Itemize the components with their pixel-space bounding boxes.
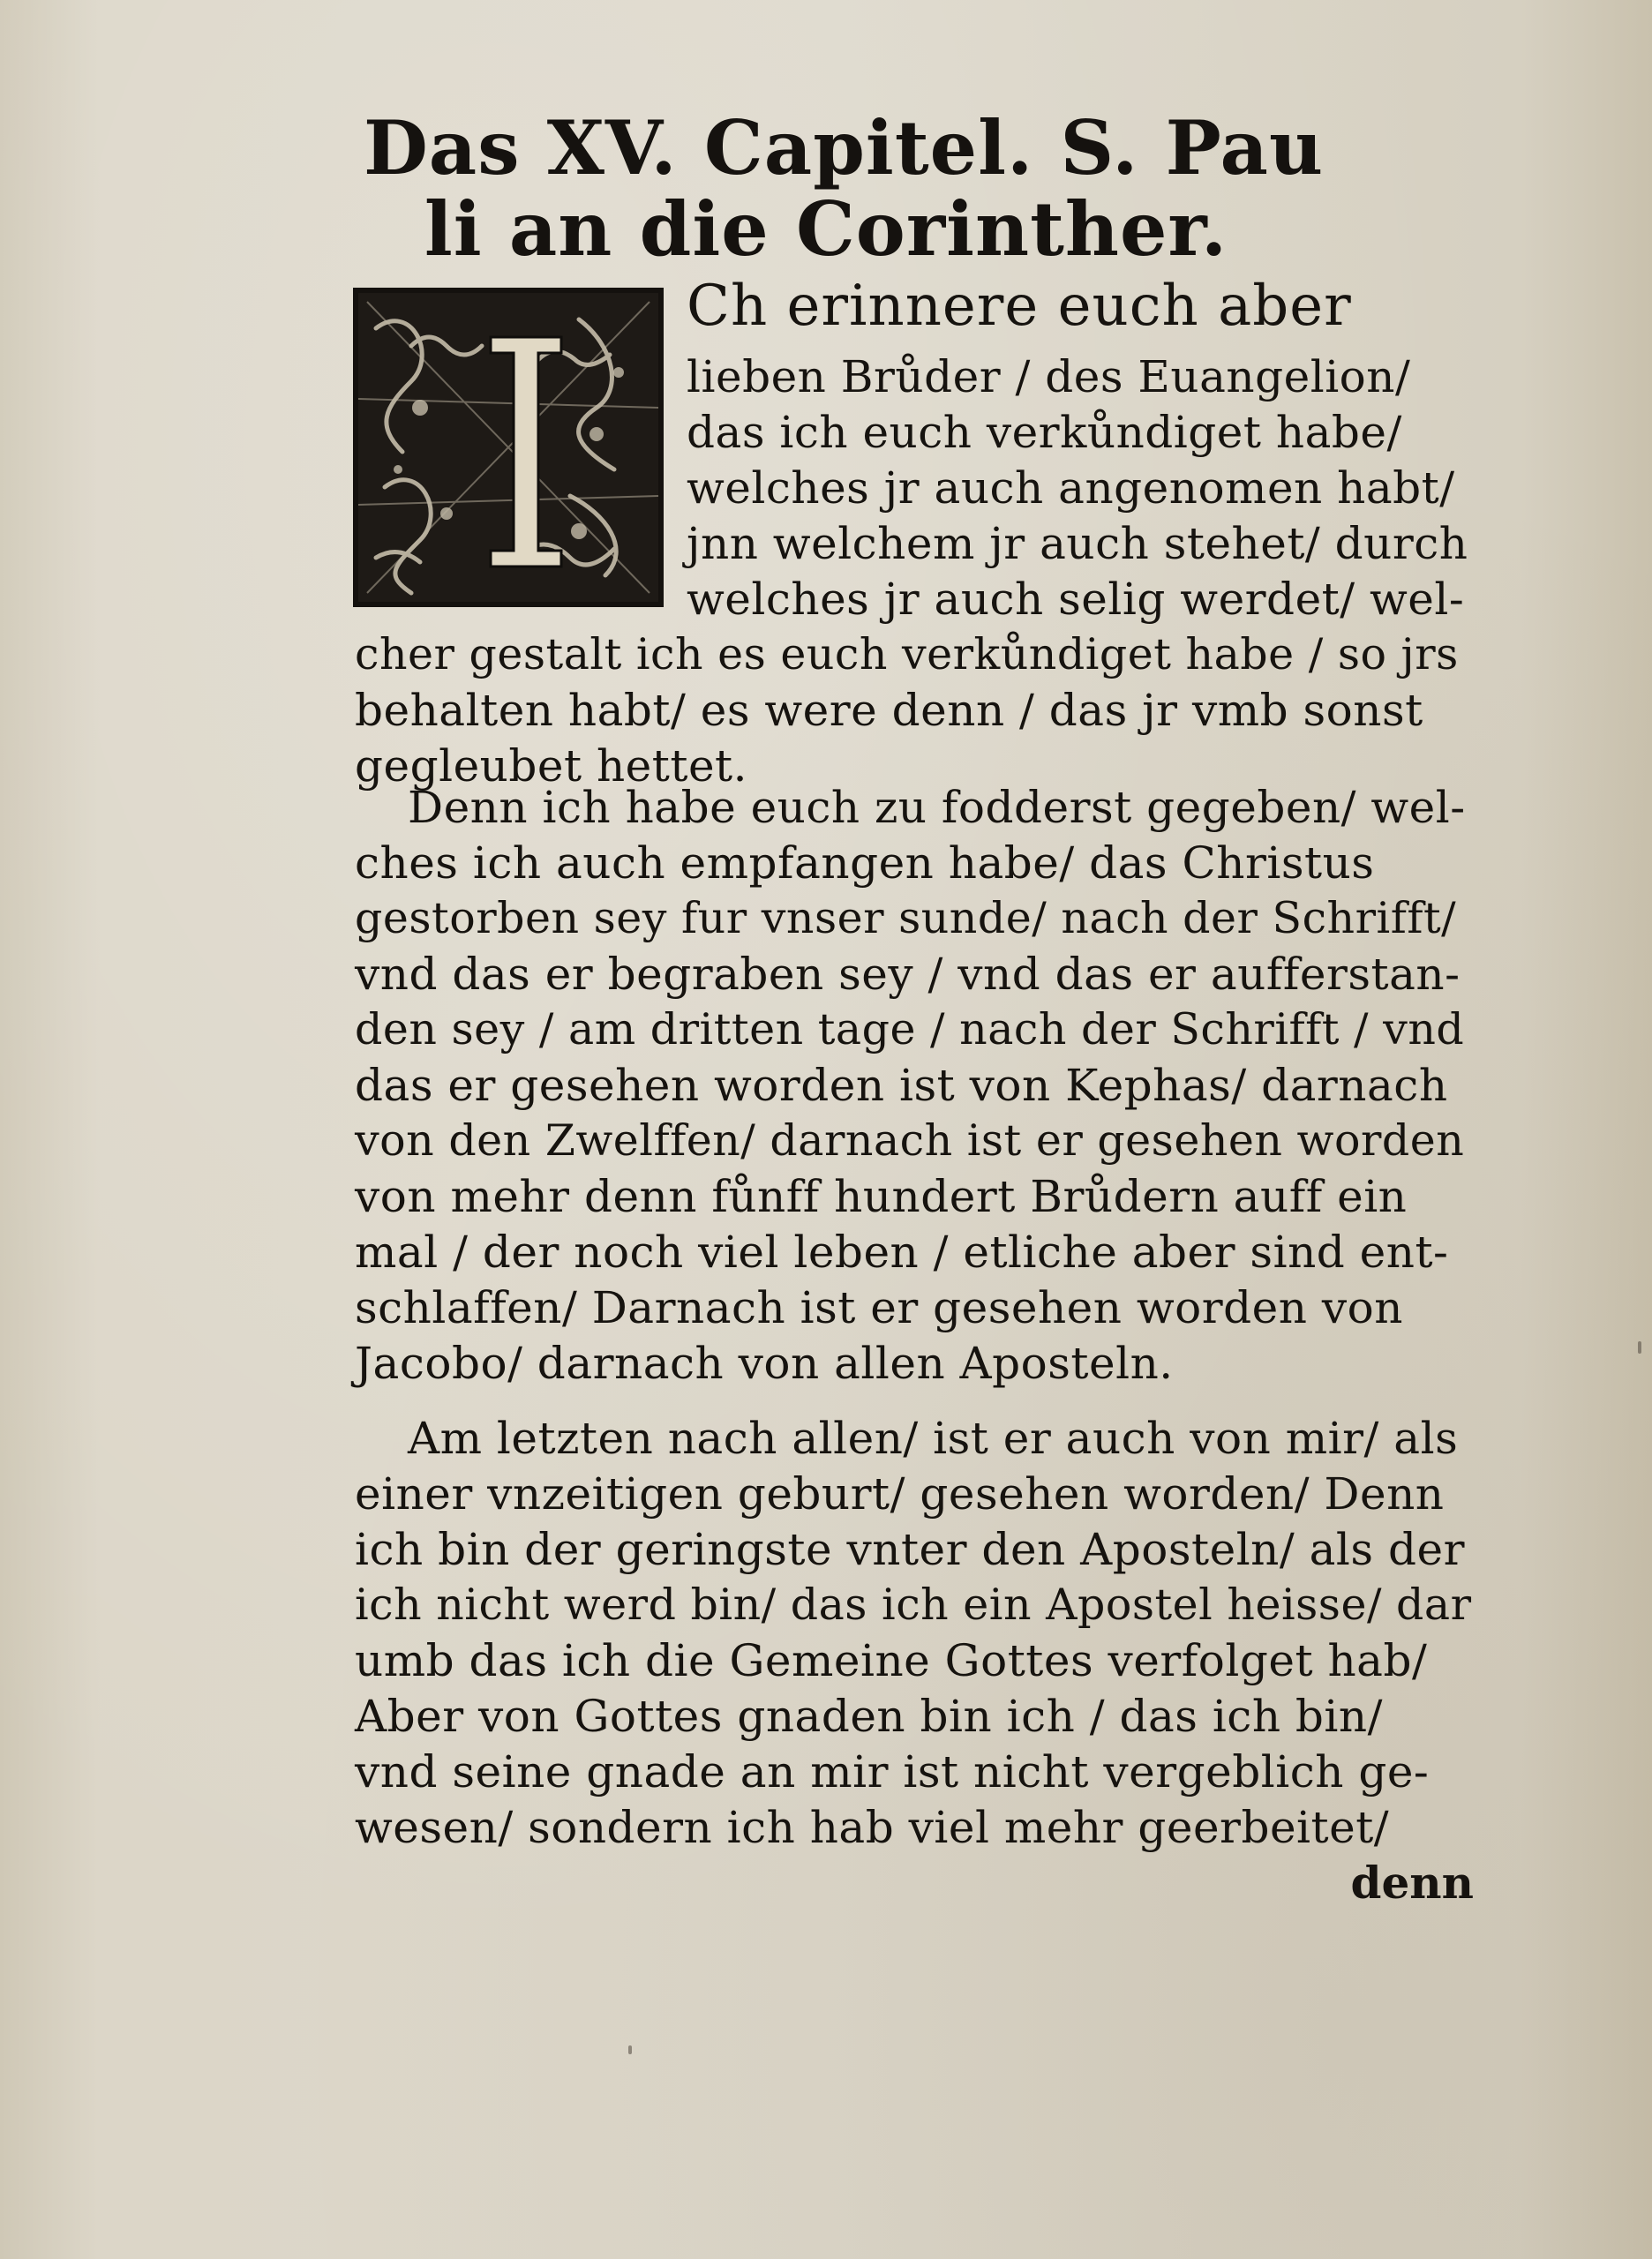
text-line-8: behalten habt/ es were denn / das jr vmb sonst [355,685,1423,736]
text-line-26: Aber von Gottes gnaden bin ich / das ich bin/ [355,1691,1383,1742]
text-line-3: das ich euch verkůndiget habe/ [687,407,1402,458]
paper-speck [628,2045,632,2054]
text-line-27: vnd seine gnade an mir ist nicht vergeblich ge- [355,1746,1430,1797]
text-line-25: umb das ich die Gemeine Gottes verfolget hab/ [355,1635,1428,1686]
chapter-heading-line-2: li an die Corinther. [424,185,1228,273]
text-line-2: lieben Brůder / des Euangelion/ [687,351,1411,402]
text-line-16: von den Zwelffen/ darnach ist er gesehen worden [355,1115,1465,1166]
text-line-10: Denn ich habe euch zu fodderst gegeben/ wel- [408,782,1466,833]
text-line-7: cher gestalt ich es euch verkůndiget habe / so jrs [355,629,1459,679]
text-line-22: einer vnzeitigen geburt/ gesehen worden/ Denn [355,1468,1445,1520]
chapter-heading-line-1: Das XV. Capitel. S. Pau [363,104,1325,191]
text-line-17: von mehr denn fůnff hundert Brůdern auff ein [355,1171,1408,1222]
text-line-5: jnn welchem jr auch stehet/ durch [687,518,1468,569]
text-line-6: welches jr auch selig werdet/ wel- [687,574,1465,625]
text-line-19: schlaffen/ Darnach ist er gesehen worden von [355,1282,1403,1333]
text-line-24: ich nicht werd bin/ das ich ein Apostel heisse/ dar [355,1580,1472,1630]
paper-speck [1638,1341,1641,1354]
ornate-initial-icon [353,288,664,607]
woodcut-ornament [358,293,658,602]
text-line-28: wesen/ sondern ich hab viel mehr geerbeitet/ [355,1802,1390,1853]
text-line-20: Jacobo/ darnach von allen Aposteln. [355,1338,1174,1389]
text-line-18: mal / der noch viel leben / etliche aber sind ent- [355,1227,1449,1278]
text-line-4: welches jr auch angenomen habt/ [687,462,1455,514]
text-line-21: Am letzten nach allen/ ist er auch von mir/ als [408,1413,1459,1464]
text-line-9: gegleubet hettet. [355,740,748,792]
catchword: denn [1350,1857,1474,1909]
text-line-14: den sey / am dritten tage / nach der Schrifft / vnd [355,1004,1465,1054]
text-line-23: ich bin der geringste vnter den Aposteln/ als der [355,1524,1465,1575]
text-line-12: gestorben sey fur vnser sunde/ nach der Schrifft/ [355,893,1457,943]
text-line-11: ches ich auch empfangen habe/ das Christus [355,837,1375,889]
text-line-13: vnd das er begraben sey / vnd das er aufferstan- [355,949,1461,1000]
text-line-1: Ch erinnere euch aber [687,274,1352,339]
text-line-15: das er gesehen worden ist von Kephas/ darnach [355,1060,1448,1111]
